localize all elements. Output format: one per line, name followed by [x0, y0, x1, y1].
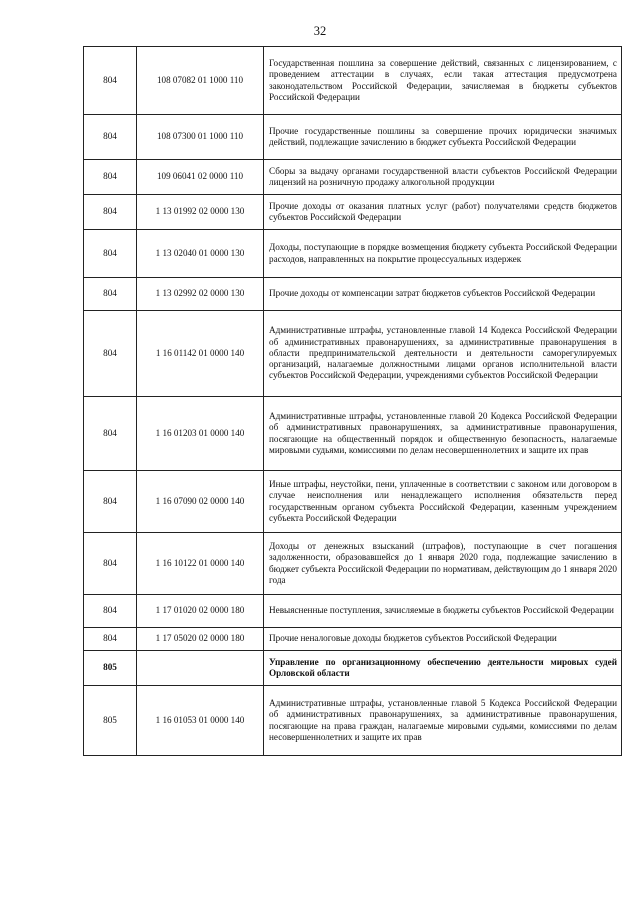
admin-code-cell: 804 [84, 471, 137, 533]
budget-classification-code-cell: 1 16 10122 01 0000 140 [137, 533, 264, 595]
revenue-name-cell: Прочие государственные пошлины за совершение прочих юридически значимых действий, подлежащие зачислению в бюджет субъекта Российской Федерации [264, 115, 622, 160]
admin-code-cell: 805 [84, 686, 137, 756]
table-row [84, 628, 622, 651]
revenue-name-cell: Доходы от денежных взысканий (штрафов), поступающие в счет погашения задолженности, образовавшейся до 1 января 2020 года, подлежащие зачислению в бюджет субъекта Российской Федерации по нормативам, действующим до 1 января 2020 года [264, 533, 622, 595]
budget-classification-code-cell: 1 17 05020 02 0000 180 [137, 628, 264, 651]
admin-code-cell: 804 [84, 533, 137, 595]
revenue-name-cell: Административные штрафы, установленные главой 14 Кодекса Российской Федерации об административных правонарушениях, за административные правонарушения в области предпринимательской деятельности и деятельности саморегулируемых организаций, налагаемые должностными лицами органов исполнительной власти субъектов Российской Федерации, учреждениями субъектов Российской Федерации [264, 311, 622, 397]
admin-code-cell: 804 [84, 195, 137, 230]
table-row [84, 686, 622, 756]
revenue-name-cell: Невыясненные поступления, зачисляемые в бюджеты субъектов Российской Федерации [264, 595, 622, 628]
budget-classification-code-cell: 1 13 02040 01 0000 130 [137, 230, 264, 278]
revenue-name-cell: Административные штрафы, установленные главой 5 Кодекса Российской Федерации об административных правонарушениях, за административные правонарушения, посягающие на права граждан, налагаемые мировыми судьями, комиссиями по делам несовершеннолетних и защите их прав [264, 686, 622, 756]
table-row [84, 471, 622, 533]
revenue-name-cell: Административные штрафы, установленные главой 20 Кодекса Российской Федерации об административных правонарушениях, за административные правонарушения, посягающие на общественный порядок и общественную безопасность, налагаемые мировыми судьями, комиссиями по делам несовершеннолетних и защите их прав [264, 397, 622, 471]
table-row [84, 533, 622, 595]
budget-classification-code-cell: 109 06041 02 0000 110 [137, 160, 264, 195]
admin-code-cell: 804 [84, 160, 137, 195]
table-row [84, 47, 622, 115]
admin-code-cell: 804 [84, 311, 137, 397]
admin-code-cell: 804 [84, 278, 137, 311]
budget-classification-code-cell: 1 13 02992 02 0000 130 [137, 278, 264, 311]
revenue-name-cell: Прочие доходы от оказания платных услуг (работ) получателями средств бюджетов субъектов Российской Федерации [264, 195, 622, 230]
revenue-name-cell: Сборы за выдачу органами государственной власти субъектов Российской Федерации лицензий на розничную продажу алкогольной продукции [264, 160, 622, 195]
table-row [84, 160, 622, 195]
budget-classification-code-cell: 1 16 01053 01 0000 140 [137, 686, 264, 756]
revenue-name-cell: Иные штрафы, неустойки, пени, уплаченные в соответствии с законом или договором в случае неисполнения или ненадлежащего исполнения обязательств перед государственным органом субъекта Российской Федерации, казенным учреждением субъекта Российской Федерации [264, 471, 622, 533]
table-row [84, 397, 622, 471]
budget-classification-code-cell: 1 17 01020 02 0000 180 [137, 595, 264, 628]
table-body [84, 47, 622, 756]
budget-classification-code-cell: 1 16 01203 01 0000 140 [137, 397, 264, 471]
budget-classification-code-cell [137, 651, 264, 686]
page-number: 32 [313, 24, 327, 38]
admin-code-cell: 805 [84, 651, 137, 686]
admin-code-cell: 804 [84, 115, 137, 160]
budget-classification-code-cell: 108 07082 01 1000 110 [137, 47, 264, 115]
revenue-name-cell: Управление по организационному обеспечению деятельности мировых судей Орловской области [264, 651, 622, 686]
admin-code-cell: 804 [84, 628, 137, 651]
admin-code-cell: 804 [84, 397, 137, 471]
table-row [84, 230, 622, 278]
admin-code-cell: 804 [84, 230, 137, 278]
table-row [84, 595, 622, 628]
table-row [84, 115, 622, 160]
budget-classification-code-cell: 108 07300 01 1000 110 [137, 115, 264, 160]
budget-classification-code-cell: 1 16 01142 01 0000 140 [137, 311, 264, 397]
revenue-codes-table [83, 46, 622, 756]
admin-code-cell: 804 [84, 47, 137, 115]
revenue-name-cell: Доходы, поступающие в порядке возмещения бюджету субъекта Российской Федерации расходов, направленных на покрытие процессуальных издержек [264, 230, 622, 278]
revenue-name-cell: Прочие доходы от компенсации затрат бюджетов субъектов Российской Федерации [264, 278, 622, 311]
budget-classification-code-cell: 1 16 07090 02 0000 140 [137, 471, 264, 533]
table-row [84, 278, 622, 311]
revenue-name-cell: Государственная пошлина за совершение действий, связанных с лицензированием, с проведением аттестации в случаях, если такая аттестация предусмотрена законодательством Российской Федерации, зачисляемая в бюджеты субъектов Российской Федерации [264, 47, 622, 115]
table-row [84, 651, 622, 686]
table-row [84, 195, 622, 230]
admin-code-cell: 804 [84, 595, 137, 628]
budget-classification-code-cell: 1 13 01992 02 0000 130 [137, 195, 264, 230]
revenue-name-cell: Прочие неналоговые доходы бюджетов субъектов Российской Федерации [264, 628, 622, 651]
table-row [84, 311, 622, 397]
